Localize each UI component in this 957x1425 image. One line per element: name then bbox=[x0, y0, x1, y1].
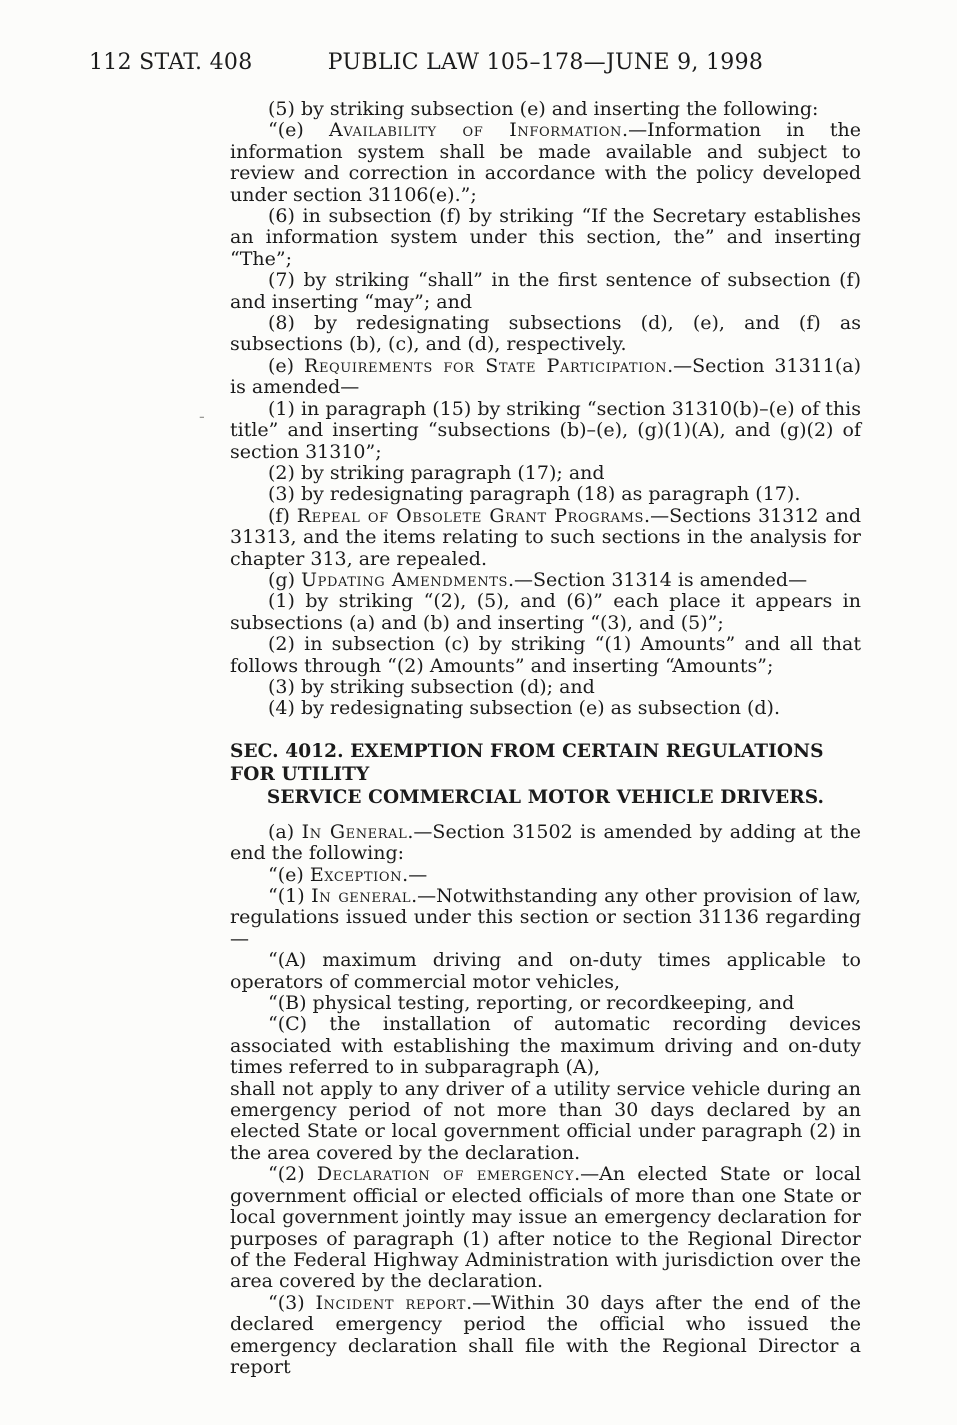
statute-paragraph bbox=[230, 206, 861, 270]
small-caps-run: In General bbox=[301, 820, 408, 843]
text-run: “(3) bbox=[268, 1291, 316, 1314]
statute-paragraph bbox=[230, 634, 861, 677]
statute-paragraph bbox=[230, 1079, 861, 1165]
text-run: “(B) physical testing, reporting, or recordkeeping, and bbox=[268, 992, 795, 1015]
section-heading bbox=[230, 740, 861, 809]
small-caps-run: Requirements for State Participation bbox=[304, 354, 668, 377]
text-run: .—Within 30 days after the end of the declared emergency period the official who issued the emergency declaration shall file with the Regional Director a report bbox=[230, 1291, 862, 1378]
text-run: .—Section 31311(a) is amended— bbox=[230, 354, 862, 399]
text-run: (f) bbox=[268, 504, 297, 527]
text-run: (1) by striking “(2), (5), and (6)” each place it appears in subsections (a) and (b) and inserting “(3), and (5)”; bbox=[230, 590, 861, 634]
statute-paragraph bbox=[230, 570, 861, 591]
statute-body bbox=[230, 99, 861, 1378]
statute-paragraph bbox=[230, 99, 861, 120]
text-run: .—Information in the information system shall be made available and subject to review and correction in accordance with the policy developed under section 31106(e).”; bbox=[230, 119, 861, 206]
small-caps-run: Availability of Information bbox=[329, 119, 623, 142]
text-run: .—Notwithstanding any other provision of law, regulations issued under this section or section 31136 regarding— bbox=[230, 885, 861, 950]
section-heading-line: SEC. 4012. EXEMPTION FROM CERTAIN REGULATIONS FOR UTILITY bbox=[230, 740, 824, 785]
statute-paragraph bbox=[230, 591, 861, 634]
statute-paragraph bbox=[230, 886, 861, 950]
text-run: (5) by striking subsection (e) and inserting the following: bbox=[268, 98, 819, 120]
small-caps-run: Incident report bbox=[315, 1291, 467, 1314]
text-run: .—Sections 31312 and 31313, and the items relating to such sections in the analysis for chapter 313, are repealed. bbox=[230, 504, 861, 570]
statute-paragraph bbox=[230, 506, 861, 570]
small-caps-run: In general bbox=[311, 885, 412, 907]
text-run: “(e) bbox=[268, 863, 310, 886]
small-caps-run: Repeal of Obsolete Grant Programs bbox=[296, 504, 645, 527]
text-run: .—Section 31502 is amended by adding at the end the following: bbox=[230, 820, 861, 865]
statute-paragraph bbox=[230, 950, 861, 993]
statute-paragraph bbox=[230, 399, 861, 463]
statute-paragraph bbox=[230, 120, 861, 206]
text-run: “(C) the installation of automatic recording devices associated with establishing the maximum driving and on-duty times referred to in subparagraph (A), bbox=[230, 1013, 861, 1079]
statute-paragraph bbox=[230, 463, 861, 484]
text-run: .— bbox=[402, 863, 428, 886]
text-run: (8) by redesignating subsections (d), (e), and (f) as subsections (b), (c), and (d), respectively. bbox=[230, 312, 861, 356]
small-caps-run: Declaration of emergency bbox=[316, 1163, 575, 1186]
text-run: (3) by striking subsection (d); and bbox=[268, 675, 595, 698]
small-caps-run: Exception bbox=[309, 863, 403, 886]
text-run: (g) bbox=[268, 568, 302, 591]
text-run: (4) by redesignating subsection (e) as subsection (d). bbox=[268, 697, 781, 720]
text-run: “(2) bbox=[268, 1163, 317, 1186]
running-header-stat-number: 112 STAT. 408 bbox=[89, 50, 253, 75]
text-run: (6) in subsection (f) by striking “If the Secretary establishes an information system under this section, the” and inserting “The”; bbox=[230, 205, 861, 270]
text-run: (2) by striking paragraph (17); and bbox=[268, 461, 605, 484]
text-run: (a) bbox=[268, 820, 302, 843]
text-run: .—An elected State or local government official or elected officials of more than one State or local government jointly may issue an emergency declaration for purposes of paragraph (1) after notice to the Regional Director of the Federal Highway Administration with jurisdiction over the area covered by the declaration. bbox=[230, 1163, 861, 1293]
statute-paragraph bbox=[230, 677, 861, 698]
text-run: “(e) bbox=[268, 119, 330, 142]
statute-paragraph bbox=[230, 270, 861, 313]
text-run: “(1) bbox=[268, 885, 312, 907]
text-run: shall not apply to any driver of a utility service vehicle during an emergency period of not more than 30 days declared by an elected State or local government official under paragraph (2) in the area covered by the declaration. bbox=[230, 1077, 861, 1164]
statute-paragraph bbox=[230, 822, 861, 865]
statute-paragraph bbox=[230, 1164, 861, 1292]
statute-paragraph bbox=[230, 1014, 861, 1078]
text-run: .—Section 31314 is amended— bbox=[507, 568, 808, 591]
statute-paragraph bbox=[230, 313, 861, 356]
statute-paragraph bbox=[230, 865, 861, 886]
statute-paragraph bbox=[230, 356, 861, 399]
text-run: “(A) maximum driving and on-duty times applicable to operators of commercial motor vehicles, bbox=[230, 949, 861, 993]
statute-paragraph bbox=[230, 698, 861, 719]
statute-paragraph bbox=[230, 993, 861, 1014]
text-run: (3) by redesignating paragraph (18) as paragraph (17). bbox=[268, 483, 801, 506]
text-run: (1) in paragraph (15) by striking “section 31310(b)–(e) of this title” and inserting “subsections (b)–(e), (g)(1)(A), and (g)(2) of section 31310”; bbox=[230, 397, 861, 463]
section-heading-line: SERVICE COMMERCIAL MOTOR VEHICLE DRIVERS. bbox=[266, 786, 825, 808]
text-run: (7) by striking “shall” in the first sentence of subsection (f) and inserting “may”; and bbox=[230, 269, 861, 313]
text-run: (e) bbox=[268, 354, 305, 377]
text-run: (2) in subsection (c) by striking “(1) Amounts” and all that follows through “(2) Amounts” and inserting “Amounts”; bbox=[230, 633, 861, 677]
running-header-law-title: PUBLIC LAW 105–178—JUNE 9, 1998 bbox=[327, 50, 764, 75]
statute-paragraph bbox=[230, 1293, 861, 1379]
statute-paragraph bbox=[230, 484, 861, 505]
small-caps-run: Updating Amendments bbox=[301, 568, 508, 591]
scan-artifact-mark: - bbox=[199, 407, 205, 427]
